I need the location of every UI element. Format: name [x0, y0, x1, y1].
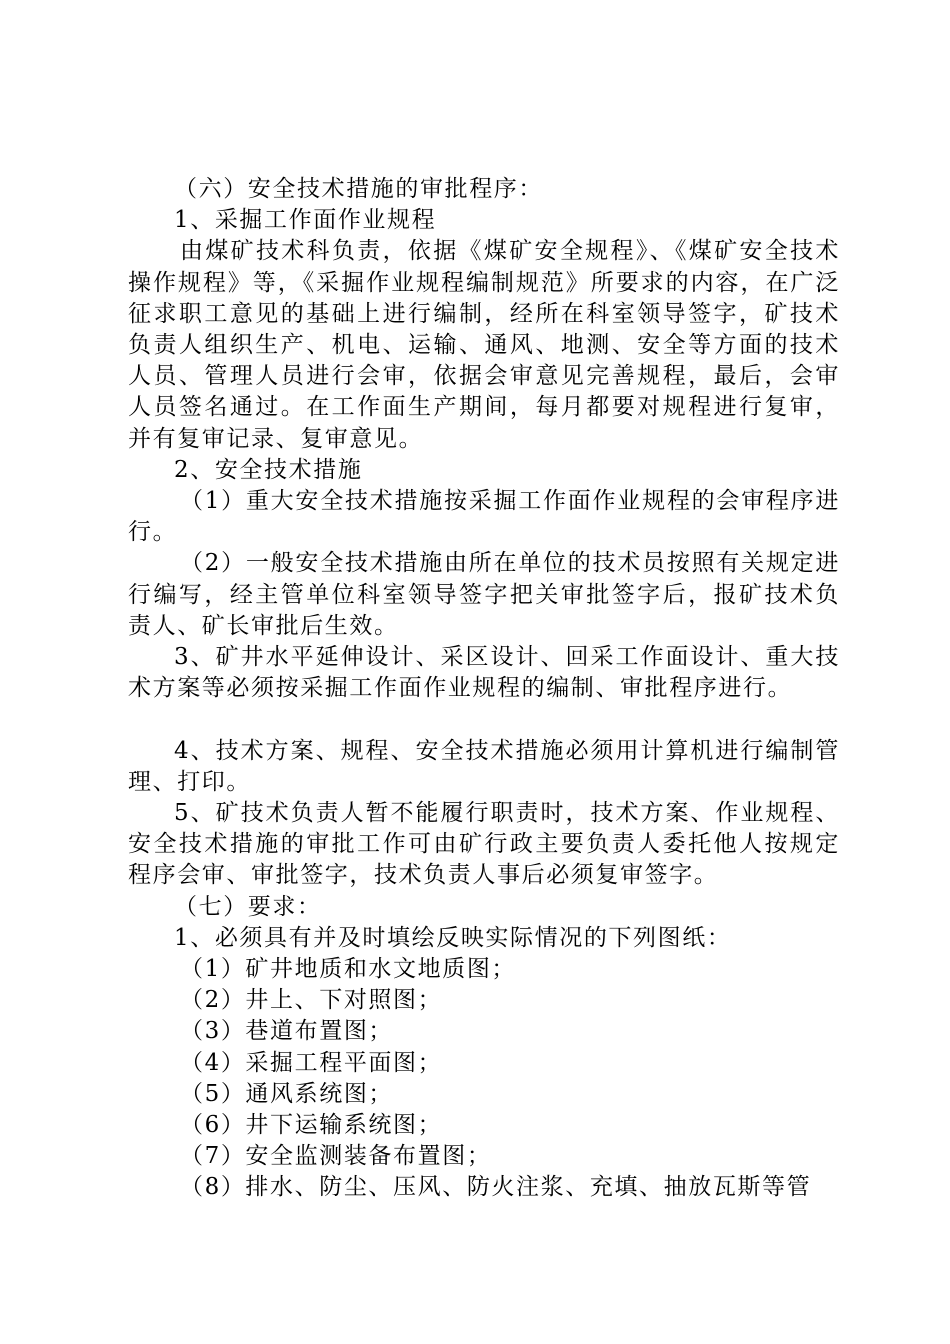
section-heading-6: （六）安全技术措施的审批程序： — [174, 176, 543, 202]
list-item: （4）采掘工程平面图； — [180, 1049, 443, 1076]
document-body — [128, 174, 840, 1204]
paragraph-work-face-rules: 由煤矿技术科负责，依据《煤矿安全规程》、《煤矿安全技术操作规程》等，《采掘作业规程编制规范》所要求的内容，在广泛征求职工意见的基础上进行编制，经所在科室领导签字，矿技术负责人组织生产、机电、运输、通风、地测、安全等方面的技术人员、管理人员进行会审，依据会审意见完善规程，最后，会审人员签名通过。在工作面生产期间，每月都要对规程进行复审，并有复审记录、复审意见。 — [128, 238, 840, 452]
paragraph-major-measures: （1）重大安全技术措施按采掘工作面作业规程的会审程序进行。 — [128, 488, 840, 546]
paragraph-item-5: 5、矿技术负责人暂不能履行职责时，技术方案、作业规程、安全技术措施的审批工作可由矿行政主要负责人委托他人按规定程序会审、审批签字，技术负责人事后必须复审签字。 — [128, 800, 840, 889]
subsection-heading-2: 2、安全技术措施 — [174, 456, 363, 483]
list-item: （7）安全监测装备布置图； — [180, 1143, 492, 1170]
paragraph-required-drawings: 1、必须具有并及时填绘反映实际情况的下列图纸： — [174, 924, 732, 951]
blank-line — [128, 704, 840, 735]
list-item: （5）通风系统图； — [180, 1080, 394, 1107]
paragraph-item-4: 4、技术方案、规程、安全技术措施必须用计算机进行编制管理、打印。 — [128, 737, 840, 795]
list-item: （8）排水、防尘、压风、防火注浆、充填、抽放瓦斯等管 — [180, 1174, 812, 1201]
list-item: （3）巷道布置图； — [180, 1018, 394, 1045]
paragraph-general-measures: （2）一般安全技术措施由所在单位的技术员按照有关规定进行编写，经主管单位科室领导签字把关审批签字后，报矿技术负责人、矿长审批后生效。 — [128, 550, 840, 639]
list-item: （2）井上、下对照图； — [180, 987, 443, 1014]
list-item: （1）矿井地质和水文地质图； — [180, 956, 517, 983]
paragraph-item-3: 3、矿井水平延伸设计、采区设计、回采工作面设计、重大技术方案等必须按采掘工作面作业规程的编制、审批程序进行。 — [128, 644, 840, 702]
section-heading-7: （七）要求： — [174, 893, 322, 920]
list-item: （6）井下运输系统图； — [180, 1112, 443, 1139]
subsection-heading-1: 1、采掘工作面作业规程 — [174, 207, 437, 234]
